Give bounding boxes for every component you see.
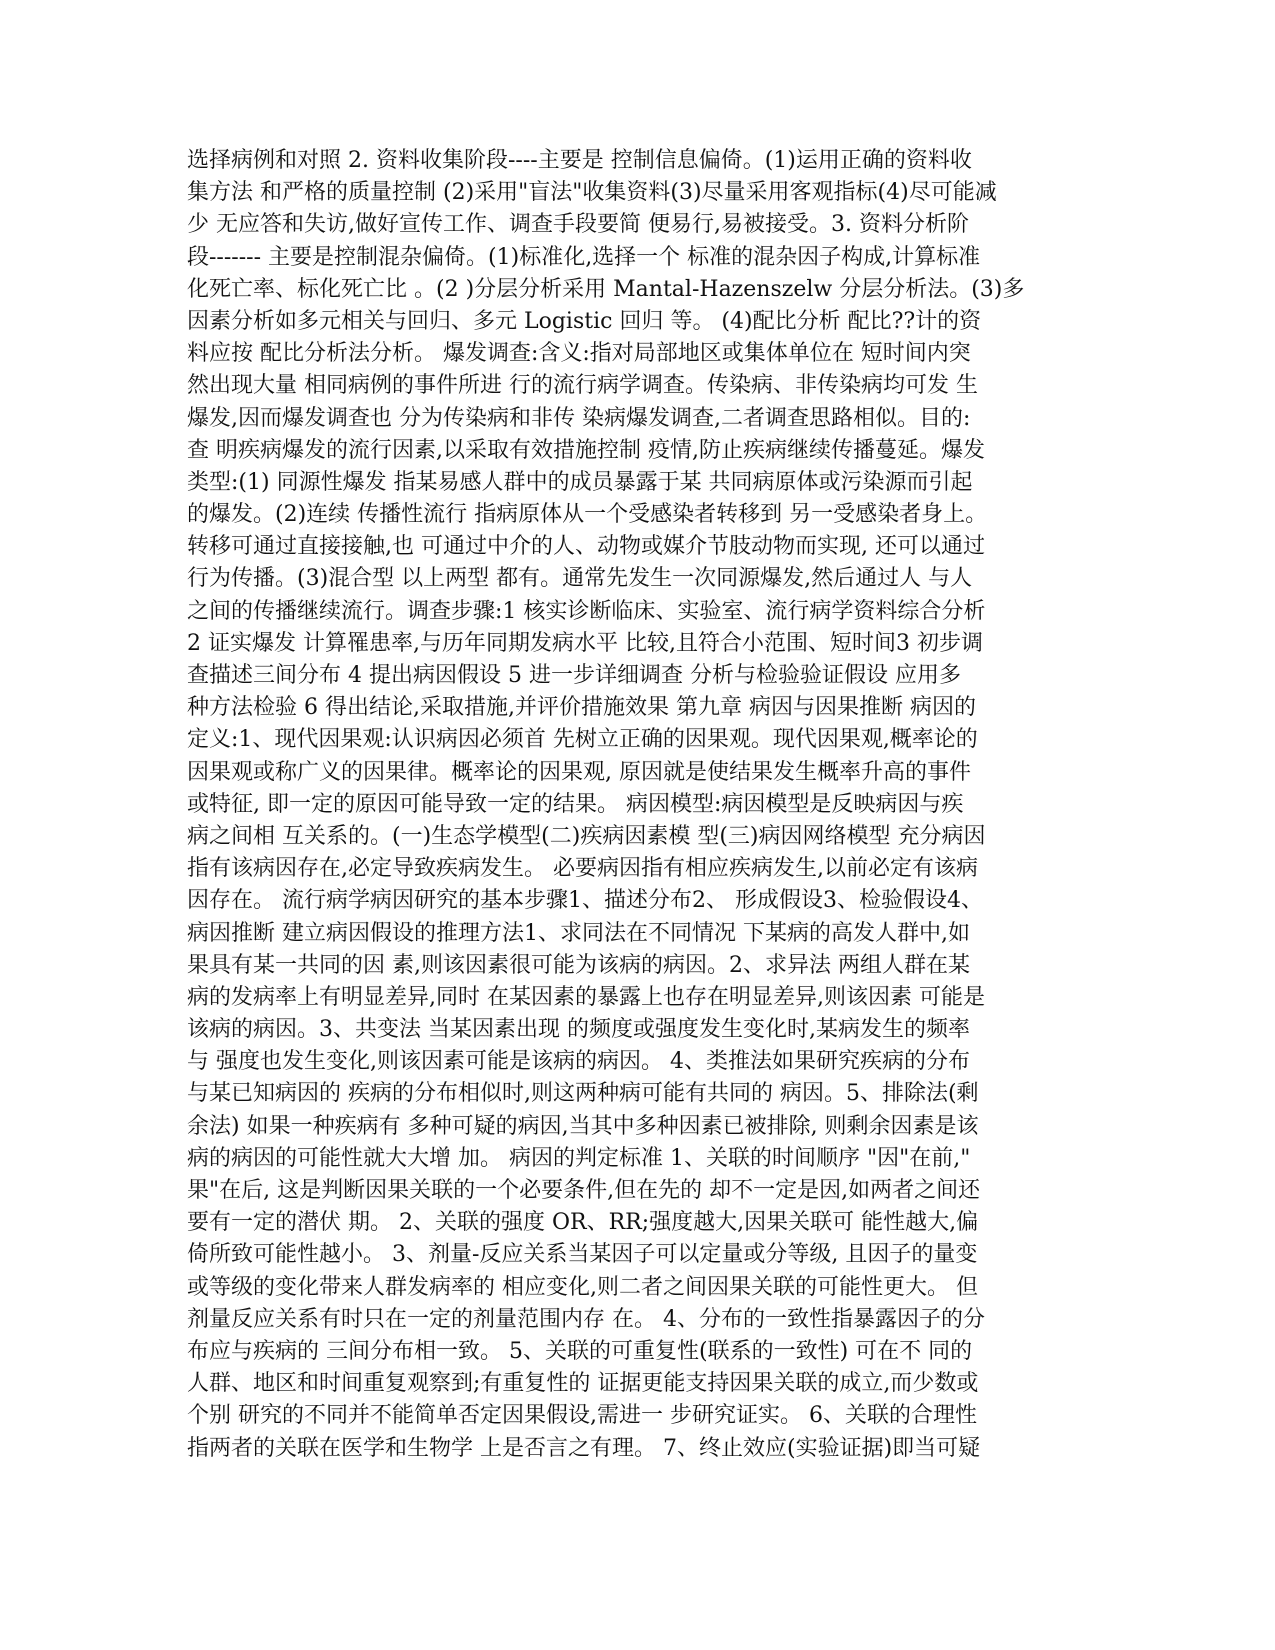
text-line: 病因推断 建立病因假设的推理方法1、求同法在不同情况 下某病的高发人群中,如 bbox=[187, 920, 970, 946]
text-line: 转移可通过直接接触,也 可通过中介的人、动物或媒介节肢动物而实现, 还可以通过 bbox=[187, 534, 985, 560]
text-line: 该病的病因。3、共变法 当某因素出现 的频度或强度发生变化时,某病发生的频率 bbox=[187, 1017, 970, 1043]
text-line: 与某已知病因的 疾病的分布相似时,则这两种病可能有共同的 病因。5、排除法(剩 bbox=[187, 1081, 979, 1107]
text-line: 或等级的变化带来人群发病率的 相应变化,则二者之间因果关联的可能性更大。 但 bbox=[187, 1274, 978, 1300]
text-line: 段------- 主要是控制混杂偏倚。(1)标准化,选择一个 标准的混杂因子构成,计算标准 bbox=[187, 244, 981, 270]
text-line: 查 明疾病爆发的流行因素,以采取有效措施控制 疫情,防止疾病继续传播蔓延。爆发 bbox=[187, 437, 985, 463]
text-line: 病的病因的可能性就大大增 加。 病因的判定标准 1、关联的时间顺序 "因"在前," bbox=[187, 1145, 971, 1171]
text-line: 的爆发。(2)连续 传播性流行 指病原体从一个受感染者转移到 另一受感染者身上。 bbox=[187, 502, 988, 528]
text-line: 人群、地区和时间重复观察到;有重复性的 证据更能支持因果关联的成立,而少数或 bbox=[187, 1371, 979, 1397]
text-line: 行为传播。(3)混合型 以上两型 都有。通常先发生一次同源爆发,然后通过人 与人 bbox=[187, 566, 973, 592]
text-line: 之间的传播继续流行。调查步骤:1 核实诊断临床、实验室、流行病学资料综合分析 bbox=[187, 598, 986, 624]
text-line: 料应按 配比分析法分析。 爆发调查:含义:指对局部地区或集体单位在 短时间内突 bbox=[187, 341, 971, 367]
text-line: 果"在后, 这是判断因果关联的一个必要条件,但在先的 却不一定是因,如两者之间还 bbox=[187, 1178, 981, 1203]
text-line: 选择病例和对照 2. 资料收集阶段----主要是 控制信息偏倚。(1)运用正确的资料收 bbox=[187, 148, 972, 173]
text-line: 剂量反应关系有时只在一定的剂量范围内存 在。 4、分布的一致性指暴露因子的分 bbox=[187, 1306, 985, 1332]
text-line: 定义:1、现代因果观:认识病因必须首 先树立正确的因果观。现代因果观,概率论的 bbox=[187, 727, 978, 753]
text-line: 因素分析如多元相关与回归、多元 Logistic 回归 等。 (4)配比分析 配比??计的资 bbox=[187, 308, 982, 334]
document-body-text bbox=[187, 145, 1087, 1465]
text-line: 或特征, 即一定的原因可能导致一定的结果。 病因模型:病因模型是反映病因与疾 bbox=[187, 791, 964, 817]
text-line: 然出现大量 相同病例的事件所进 行的流行病学调查。传染病、非传染病均可发 生 bbox=[187, 373, 978, 399]
text-line: 倚所致可能性越小。 3、剂量-反应关系当某因子可以定量或分等级, 且因子的量变 bbox=[187, 1242, 978, 1268]
text-line: 查描述三间分布 4 提出病因假设 5 进一步详细调查 分析与检验验证假设 应用多 bbox=[187, 663, 961, 688]
text-line: 与 强度也发生变化,则该因素可能是该病的病因。 4、类推法如果研究疾病的分布 bbox=[187, 1049, 970, 1075]
text-line: 因果观或称广义的因果律。概率论的因果观, 原因就是使结果发生概率升高的事件 bbox=[187, 759, 971, 785]
text-line: 果具有某一共同的因 素,则该因素很可能为该病的病因。2、求异法 两组人群在某 bbox=[187, 952, 970, 978]
text-line: 2 证实爆发 计算罹患率,与历年同期发病水平 比较,且符合小范围、短时间3 初步调 bbox=[187, 630, 983, 656]
text-line: 布应与疾病的 三间分布相一致。 5、关联的可重复性(联系的一致性) 可在不 同的 bbox=[187, 1338, 973, 1364]
text-line: 病的发病率上有明显差异,同时 在某因素的暴露上也存在明显差异,则该因素 可能是 bbox=[187, 984, 985, 1010]
text-line: 因存在。 流行病学病因研究的基本步骤1、描述分布2、 形成假设3、检验假设4、 bbox=[187, 888, 983, 914]
text-line: 种方法检验 6 得出结论,采取措施,并评价措施效果 第九章 病因与因果推断 病因的 bbox=[187, 695, 976, 721]
text-line: 指两者的关联在医学和生物学 上是否言之有理。 7、终止效应(实验证据)即当可疑 bbox=[187, 1435, 981, 1461]
text-line: 类型:(1) 同源性爆发 指某易感人群中的成员暴露于某 共同病原体或污染源而引起 bbox=[187, 469, 973, 495]
text-line: 指有该病因存在,必定导致疾病发生。 必要病因指有相应疾病发生,以前必定有该病 bbox=[187, 856, 978, 882]
text-line: 爆发,因而爆发调查也 分为传染病和非传 染病爆发调查,二者调查思路相似。目的: bbox=[187, 405, 971, 431]
text-line: 病之间相 互关系的。(一)生态学模型(二)疾病因素模 型(三)病因网络模型 充分病因 bbox=[187, 823, 986, 849]
text-line: 集方法 和严格的质量控制 (2)采用"盲法"收集资料(3)尽量采用客观指标(4)尽可能减 bbox=[187, 180, 997, 206]
text-line: 要有一定的潜伏 期。 2、关联的强度 OR、RR;强度越大,因果关联可 能性越大,偏 bbox=[187, 1210, 979, 1236]
text-line: 化死亡率、标化死亡比 。(2 )分层分析采用 Mantal-Hazenszelw 分层分析法。(3)多 bbox=[187, 276, 1025, 302]
text-line: 余法) 如果一种疾病有 多种可疑的病因,当其中多种因素已被排除, 则剩余因素是该 bbox=[187, 1113, 979, 1139]
text-line: 个别 研究的不同并不能简单否定因果假设,需进一 步研究证实。 6、关联的合理性 bbox=[187, 1403, 977, 1429]
text-line: 少 无应答和失访,做好宣传工作、调查手段要简 便易行,易被接受。3. 资料分析阶 bbox=[187, 212, 969, 238]
